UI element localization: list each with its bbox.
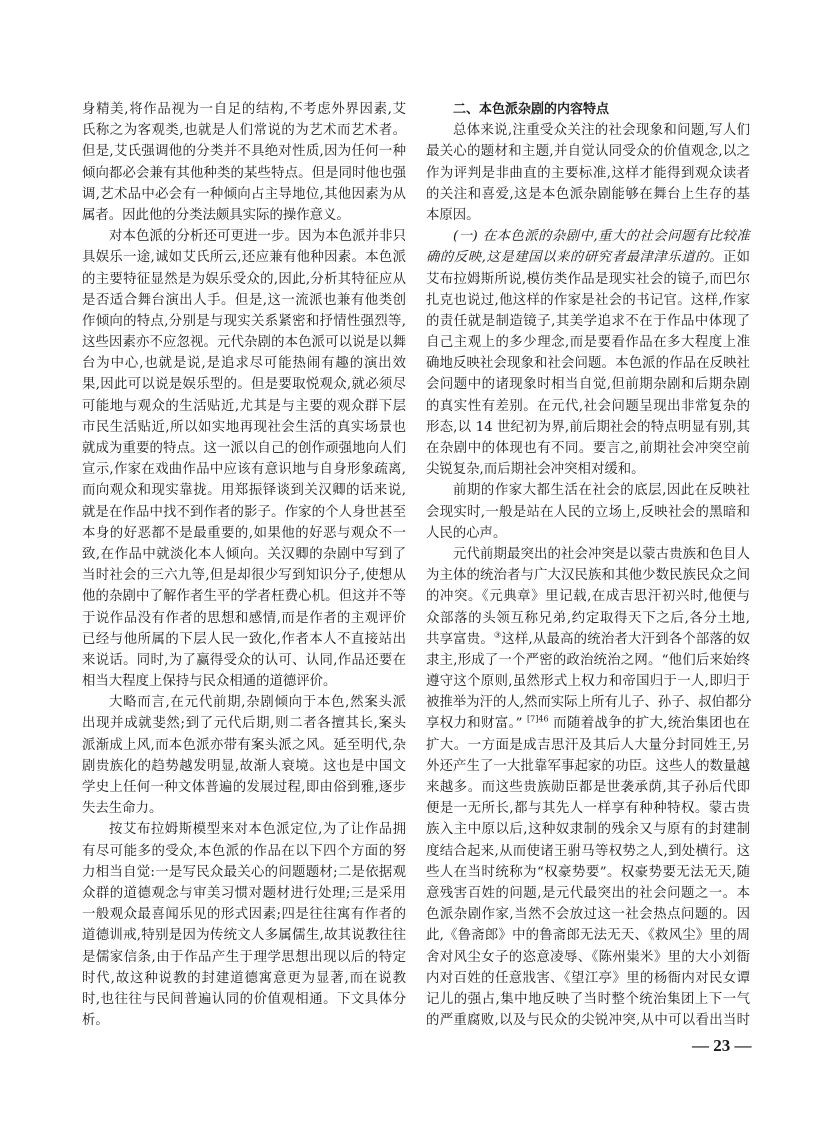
text-line: 一般观众最喜闻乐见的形式因素;四是往往寓有作者的 — [82, 907, 406, 923]
text-line: 人民的心声。 — [426, 525, 507, 541]
text-line: 会现实时,一般是站在人民的立场上,反映社会的黑暗和 — [426, 504, 750, 520]
text-line: 的关注和喜爱,这是本色派杂剧能够在舞台上生存的基 — [426, 186, 750, 202]
text-line: 是儒家信条,由于作品产生于理学思想出现以后的特定 — [82, 949, 406, 965]
left-column — [82, 99, 406, 1031]
text-line: 二、本色派杂剧的内容特点 — [453, 102, 610, 117]
text-line: 度结合起来,从而使诸王驸马等权势之人,到处横行。这 — [426, 843, 750, 859]
text-line: 道德训戒,特别是因为传统文人多属儒生,故其说教往往 — [82, 928, 406, 944]
section-heading — [426, 99, 750, 120]
text-line: 此,《鲁斋郎》中的鲁斋郎无法无天、《救风尘》里的周 — [426, 928, 750, 944]
text-line: 有尽可能多的受众,本色派的作品在以下四个方面的努 — [82, 843, 406, 859]
text-line: 最关心的题材和主题,并自觉认同受众的价值观念,以之 — [426, 144, 750, 160]
paragraph — [426, 544, 750, 1031]
text-line: 派渐成上风,而本色派亦带有案头派之风。延至明代,杂 — [82, 737, 406, 753]
text-line: 总体来说,注重受众关注的社会现象和问题,写人们 — [453, 123, 750, 139]
text-line: 形态,以 14 世纪初为界,前后期社会的特点明显有别,其 — [426, 419, 750, 435]
text-line: 是否适合舞台演出人手。但是,这一流派也兼有他类创 — [82, 292, 406, 308]
text-line: 确地反映社会现象和社会问题。本色派的作品在反映社 — [426, 356, 750, 372]
text-line: 便是一无所长,都与其先人一样享有种种特权。蒙古贵 — [426, 801, 750, 817]
text-line: 众部落的头领互称兄弟,约定取得天下之后,各分土地, — [426, 610, 750, 626]
text-line: 的冲突。《元典章》里记载,在成吉思汗初兴时,他便与 — [426, 589, 750, 605]
text-line: 市民生活贴近,所以如实地再现社会生活的真实场景也 — [82, 419, 406, 435]
text-line: 来说话。同时,为了赢得受众的认可、认同,作品还要在 — [82, 652, 406, 668]
text-line: 大略而言,在元代前期,杂剧倾向于本色,然案头派 — [109, 695, 406, 711]
text-line: 他的杂剧中了解作者生平的学者枉费心机。但这并不等 — [82, 589, 406, 605]
text-line: 致,在作品中就淡化本人倾向。关汉卿的杂剧中写到了 — [82, 546, 406, 562]
text-line: 学史上任何一种文体普遍的发展过程,即由俗到雅,逐步 — [82, 780, 406, 795]
text-line: 台为中心,也就是说,是追求尽可能热闹有趣的演出效 — [82, 356, 406, 372]
page-number: — 23 — — [692, 1036, 752, 1055]
text-line: 身精美,将作品视为一自足的结构,不考虑外界因素,艾 — [82, 102, 406, 117]
text-line: 力相当自觉:一是写民众最关心的问题题材;二是依据观 — [82, 864, 406, 880]
text-line: 被推举为汗的人,然而实际上所有儿子、孙子、叔伯都分 — [426, 695, 752, 711]
text-line: 时,也往往与民间普遍认同的价值观相通。下文具体分 — [82, 991, 406, 1007]
text-line: 的主要特征显然是为娱乐受众的,因此,分析其特征应从 — [82, 271, 406, 287]
text-line: 但是,艾氏强调他的分类并不具绝对性质,因为任何一种 — [82, 144, 406, 160]
text-line: 于说作品没有作者的思想和感情,而是作者的主观评价 — [82, 610, 406, 626]
text-line: 扎克也说过,他这样的作家是社会的书记官。这样,作家 — [426, 292, 750, 308]
text-line: 艾布拉姆斯所说,模仿类作品是现实社会的镜子,而巴尔 — [426, 271, 750, 287]
text-line: 的责任就是制造镜子,其美学追求不在于作品中体现了 — [426, 313, 750, 329]
text-line — [426, 226, 750, 247]
text-line: 而向观众和现实靠拢。用郑振铎谈到关汉卿的话来说, — [82, 483, 406, 499]
text-line: 宣示,作家在戏曲作品中应该有意识地与自身形象疏离, — [82, 462, 406, 478]
citation-mark: [7]46 — [527, 714, 549, 724]
text-line: 些人在当时统称为“权豪势要”。权豪势要无法无天,随 — [426, 864, 750, 880]
text-line: 失去生命力。 — [82, 801, 163, 817]
paragraph — [82, 226, 406, 692]
text-line: 内对百姓的任意戕害、《望江亭》里的杨衙内对民女谭 — [426, 970, 750, 986]
text-line — [426, 713, 750, 734]
text-line: 就是在作品中找不到作者的影子。作家的个人身世甚至 — [82, 504, 406, 520]
text-line: 属者。因此他的分类法颇具实际的操作意义。 — [82, 207, 350, 223]
text-line: 对本色派的分析还可更进一步。因为本色派并非只 — [109, 229, 406, 245]
right-column — [426, 99, 750, 1031]
text-line: 扩大。一方面是成吉思汗及其后人大量分封同姓王,另 — [426, 737, 750, 753]
text-line: 元代前期最突出的社会冲突是以蒙古贵族和色目人 — [453, 546, 750, 562]
text-line: 已经与他所属的下层人民一致化,作者本人不直接站出 — [82, 631, 406, 647]
text-line: 剧贵族化的趋势越发明显,故渐人衰境。这也是中国文 — [82, 758, 406, 774]
text-segment: 这样,从最高的统治者大汗到各个部落的奴 — [501, 631, 751, 647]
paragraph — [426, 480, 750, 544]
text-line: 的真实性有差别。在元代,社会问题呈现出非常复杂的 — [426, 398, 750, 414]
text-line: 时代,故这种说教的封建道德寓意更为显著,而在说教 — [82, 970, 406, 986]
text-line — [426, 629, 750, 650]
text-segment: (一) 在本色派的杂剧中,重大的社会问题有比较准 — [453, 229, 750, 245]
text-line: 遵守这个原则,虽然形式上权力和帝国归于一人,即归于 — [426, 674, 750, 690]
paragraph — [426, 120, 750, 226]
paragraph — [426, 226, 750, 480]
text-line: 的严重腐败,以及与民众的尖锐冲突,从中可以看出当时 — [426, 1013, 750, 1029]
text-line: 为主体的统治者与广大汉民族和其他少数民族民众之间 — [426, 568, 750, 584]
citation-mark: ③ — [493, 630, 502, 640]
text-line: 在杂剧中的体现也有不同。要言之,前期社会冲突空前 — [426, 441, 750, 456]
text-line: 相当大程度上保持与民众相通的道德评价。 — [82, 674, 337, 690]
text-line: 作倾向的特点,分别是与现实关系紧密和抒情性强烈等, — [82, 313, 406, 329]
text-line: 自己主观上的多少理念,而是要看作品在多大程度上准 — [426, 335, 750, 351]
text-line: 作为评判是非曲直的主要标准,这样才能得到观众读者 — [426, 165, 750, 181]
text-line: 意残害百姓的问题,是元代最突出的社会问题之一。本 — [426, 885, 750, 901]
text-segment: 确的反映,这是建国以来的研究者最津津乐道的。 — [426, 250, 723, 266]
paragraph — [82, 692, 406, 819]
text-line: 众群的道德观念与审美习惯对题材进行处理;三是采用 — [82, 885, 406, 901]
text-segment: 享权力和财富。” — [426, 716, 528, 732]
text-line: 可能地与观众的生活贴近,尤其是与主要的观众群下层 — [82, 398, 406, 414]
text-line: 具娱乐一途,诚如艾氏所云,还应兼有他种因素。本色派 — [82, 250, 406, 266]
text-segment: 而随着战争的扩大,统治集团也在 — [548, 716, 750, 732]
text-line: 析。 — [82, 1013, 109, 1029]
text-line: 氏称之为客观类,也就是人们常说的为艺术而艺术者。 — [82, 123, 406, 139]
text-line: 舍对风尘女子的恣意凌辱、《陈州粜米》里的大小刘衙 — [426, 949, 750, 965]
text-line: 这些因素亦不应忽视。元代杂剧的本色派可以说是以舞 — [82, 335, 406, 351]
text-line: 果,因此可以说是娱乐型的。但是要取悦观众,就必须尽 — [82, 377, 406, 393]
text-line: 调,艺术品中必会有一种倾向占主导地位,其他因素为从 — [82, 186, 406, 202]
text-line: 记儿的强占,集中地反映了当时整个统治集团上下一气 — [426, 991, 750, 1007]
text-line: 本身的好恶都不是最重要的,如果他的好恶与观众不一 — [82, 525, 406, 541]
paragraph — [82, 819, 406, 1031]
text-segment: 正如 — [723, 250, 751, 266]
text-line: 本原因。 — [426, 207, 480, 223]
text-line: 就成为重要的特点。这一派以自己的创作顽强地向人们 — [82, 441, 406, 456]
text-line: 外还产生了一大批靠军事起家的功臣。这些人的数量越 — [426, 758, 750, 774]
text-line: 倾向都必会兼有其他种类的某些特点。但是同时他也强 — [82, 165, 406, 181]
text-line — [426, 247, 750, 268]
text-segment: 共享富贵。 — [426, 631, 494, 647]
text-line: 隶主,形成了一个严密的政治统治之网。“他们后来始终 — [426, 652, 750, 668]
text-line: 尖锐复杂,而后期社会冲突相对缓和。 — [426, 462, 645, 478]
text-line: 来越多。而这些贵族勋臣都是世袭承荫,其子孙后代即 — [426, 780, 750, 795]
text-line: 会问题中的诸现象时相当自觉,但前期杂剧和后期杂剧 — [426, 377, 750, 393]
text-line: 前期的作家大都生活在社会的底层,因此在反映社 — [453, 483, 750, 499]
paragraph — [82, 99, 406, 226]
text-line: 族入主中原以后,这种奴隶制的残余又与原有的封建制 — [426, 822, 750, 838]
text-line: 当时社会的三六九等,但是却很少写到知识分子,使想从 — [82, 568, 406, 584]
text-line: 按艾布拉姆斯模型来对本色派定位,为了让作品拥 — [109, 822, 406, 838]
text-line: 色派杂剧作家,当然不会放过这一社会热点问题的。因 — [426, 907, 750, 923]
text-line: 出现并成就斐然;到了元代后期,则二者各擅其长,案头 — [82, 716, 406, 732]
